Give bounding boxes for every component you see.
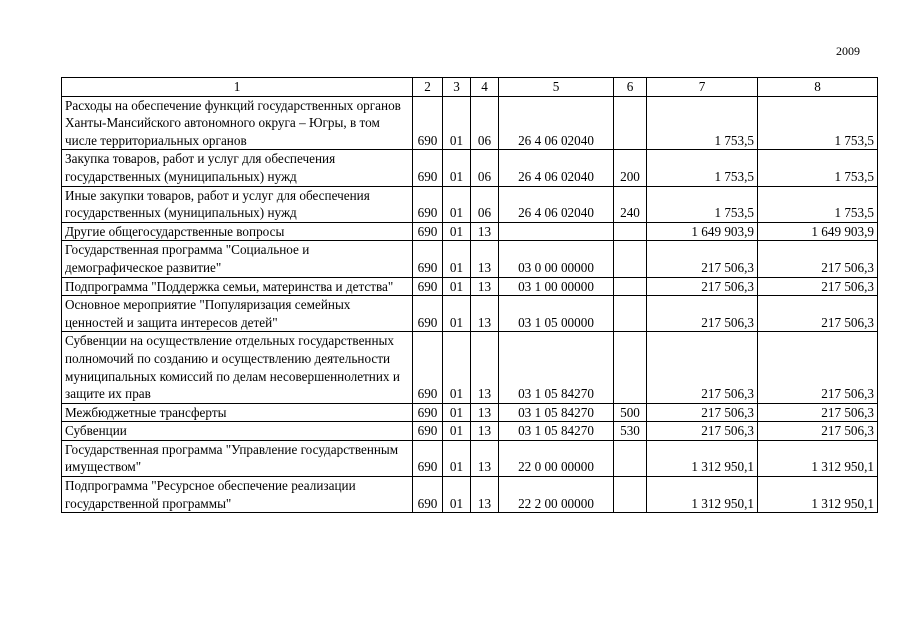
amount-col8: 1 753,5 bbox=[758, 96, 878, 150]
subsection-code: 06 bbox=[471, 150, 499, 186]
amount-col7: 1 753,5 bbox=[647, 186, 758, 222]
budget-table bbox=[61, 77, 878, 513]
table-row bbox=[62, 96, 878, 150]
amount-col8: 1 312 950,1 bbox=[758, 440, 878, 476]
expense-type-code bbox=[614, 296, 647, 332]
amount-col7: 1 312 950,1 bbox=[647, 477, 758, 513]
amount-col7: 1 753,5 bbox=[647, 150, 758, 186]
expense-type-code: 500 bbox=[614, 403, 647, 422]
amount-col7: 217 506,3 bbox=[647, 332, 758, 403]
table-row bbox=[62, 403, 878, 422]
section-code: 01 bbox=[443, 186, 471, 222]
ministry-code: 690 bbox=[413, 277, 443, 296]
subsection-code: 13 bbox=[471, 241, 499, 277]
header-cell: 7 bbox=[647, 78, 758, 97]
row-name: Подпрограмма "Ресурсное обеспечение реализации государственной программы" bbox=[62, 477, 413, 513]
target-article-code: 26 4 06 02040 bbox=[499, 186, 614, 222]
ministry-code: 690 bbox=[413, 422, 443, 441]
amount-col7: 1 649 903,9 bbox=[647, 222, 758, 241]
expense-type-code bbox=[614, 241, 647, 277]
section-code: 01 bbox=[443, 296, 471, 332]
row-name: Межбюджетные трансферты bbox=[62, 403, 413, 422]
expense-type-code bbox=[614, 222, 647, 241]
subsection-code: 13 bbox=[471, 440, 499, 476]
table-row bbox=[62, 277, 878, 296]
ministry-code: 690 bbox=[413, 332, 443, 403]
target-article-code: 03 1 05 84270 bbox=[499, 332, 614, 403]
header-cell: 5 bbox=[499, 78, 614, 97]
row-name: Субвенции на осуществление отдельных государственных полномочий по созданию и осуществлению деятельности муниципальных комиссий по делам несовершеннолетних и защите их прав bbox=[62, 332, 413, 403]
ministry-code: 690 bbox=[413, 403, 443, 422]
amount-col8: 217 506,3 bbox=[758, 332, 878, 403]
amount-col7: 217 506,3 bbox=[647, 296, 758, 332]
subsection-code: 13 bbox=[471, 332, 499, 403]
table-row bbox=[62, 422, 878, 441]
ministry-code: 690 bbox=[413, 296, 443, 332]
subsection-code: 06 bbox=[471, 186, 499, 222]
target-article-code: 22 2 00 00000 bbox=[499, 477, 614, 513]
amount-col8: 1 312 950,1 bbox=[758, 477, 878, 513]
expense-type-code bbox=[614, 440, 647, 476]
row-name: Государственная программа "Управление государственным имуществом" bbox=[62, 440, 413, 476]
table-row bbox=[62, 186, 878, 222]
row-name: Основное мероприятие "Популяризация семейных ценностей и защита интересов детей" bbox=[62, 296, 413, 332]
target-article-code: 03 0 00 00000 bbox=[499, 241, 614, 277]
table-row bbox=[62, 296, 878, 332]
ministry-code: 690 bbox=[413, 477, 443, 513]
amount-col8: 217 506,3 bbox=[758, 241, 878, 277]
row-name: Другие общегосударственные вопросы bbox=[62, 222, 413, 241]
header-cell: 8 bbox=[758, 78, 878, 97]
subsection-code: 13 bbox=[471, 222, 499, 241]
ministry-code: 690 bbox=[413, 96, 443, 150]
expense-type-code: 200 bbox=[614, 150, 647, 186]
target-article-code: 26 4 06 02040 bbox=[499, 96, 614, 150]
expense-type-code: 240 bbox=[614, 186, 647, 222]
row-name: Государственная программа "Социальное и демографическое развитие" bbox=[62, 241, 413, 277]
table-row bbox=[62, 477, 878, 513]
section-code: 01 bbox=[443, 440, 471, 476]
row-name: Расходы на обеспечение функций государственных органов Ханты-Мансийского автономного округа – Югры, в том числе территориальных органов bbox=[62, 96, 413, 150]
table-row bbox=[62, 241, 878, 277]
row-name: Субвенции bbox=[62, 422, 413, 441]
amount-col8: 217 506,3 bbox=[758, 277, 878, 296]
ministry-code: 690 bbox=[413, 186, 443, 222]
section-code: 01 bbox=[443, 150, 471, 186]
ministry-code: 690 bbox=[413, 440, 443, 476]
ministry-code: 690 bbox=[413, 150, 443, 186]
header-cell: 1 bbox=[62, 78, 413, 97]
expense-type-code bbox=[614, 96, 647, 150]
amount-col7: 217 506,3 bbox=[647, 241, 758, 277]
subsection-code: 13 bbox=[471, 296, 499, 332]
amount-col8: 1 753,5 bbox=[758, 150, 878, 186]
header-row bbox=[62, 78, 878, 97]
subsection-code: 13 bbox=[471, 477, 499, 513]
section-code: 01 bbox=[443, 222, 471, 241]
table-row bbox=[62, 440, 878, 476]
section-code: 01 bbox=[443, 241, 471, 277]
ministry-code: 690 bbox=[413, 222, 443, 241]
subsection-code: 13 bbox=[471, 403, 499, 422]
table-row bbox=[62, 222, 878, 241]
expense-type-code bbox=[614, 277, 647, 296]
amount-col7: 217 506,3 bbox=[647, 403, 758, 422]
amount-col8: 1 649 903,9 bbox=[758, 222, 878, 241]
section-code: 01 bbox=[443, 422, 471, 441]
section-code: 01 bbox=[443, 477, 471, 513]
header-cell: 2 bbox=[413, 78, 443, 97]
section-code: 01 bbox=[443, 332, 471, 403]
section-code: 01 bbox=[443, 96, 471, 150]
expense-type-code: 530 bbox=[614, 422, 647, 441]
target-article-code: 26 4 06 02040 bbox=[499, 150, 614, 186]
amount-col7: 1 312 950,1 bbox=[647, 440, 758, 476]
amount-col8: 217 506,3 bbox=[758, 422, 878, 441]
header-cell: 3 bbox=[443, 78, 471, 97]
section-code: 01 bbox=[443, 403, 471, 422]
table-row bbox=[62, 332, 878, 403]
subsection-code: 13 bbox=[471, 277, 499, 296]
target-article-code: 03 1 05 84270 bbox=[499, 422, 614, 441]
amount-col8: 217 506,3 bbox=[758, 403, 878, 422]
amount-col7: 217 506,3 bbox=[647, 277, 758, 296]
section-code: 01 bbox=[443, 277, 471, 296]
ministry-code: 690 bbox=[413, 241, 443, 277]
amount-col8: 1 753,5 bbox=[758, 186, 878, 222]
row-name: Подпрограмма "Поддержка семьи, материнства и детства" bbox=[62, 277, 413, 296]
header-cell: 4 bbox=[471, 78, 499, 97]
subsection-code: 13 bbox=[471, 422, 499, 441]
target-article-code bbox=[499, 222, 614, 241]
target-article-code: 03 1 05 00000 bbox=[499, 296, 614, 332]
subsection-code: 06 bbox=[471, 96, 499, 150]
target-article-code: 03 1 05 84270 bbox=[499, 403, 614, 422]
page-number: 2009 bbox=[836, 44, 860, 58]
amount-col7: 1 753,5 bbox=[647, 96, 758, 150]
target-article-code: 22 0 00 00000 bbox=[499, 440, 614, 476]
amount-col7: 217 506,3 bbox=[647, 422, 758, 441]
row-name: Иные закупки товаров, работ и услуг для обеспечения государственных (муниципальных) нужд bbox=[62, 186, 413, 222]
row-name: Закупка товаров, работ и услуг для обеспечения государственных (муниципальных) нужд bbox=[62, 150, 413, 186]
amount-col8: 217 506,3 bbox=[758, 296, 878, 332]
header-cell: 6 bbox=[614, 78, 647, 97]
expense-type-code bbox=[614, 332, 647, 403]
target-article-code: 03 1 00 00000 bbox=[499, 277, 614, 296]
expense-type-code bbox=[614, 477, 647, 513]
table-row bbox=[62, 150, 878, 186]
